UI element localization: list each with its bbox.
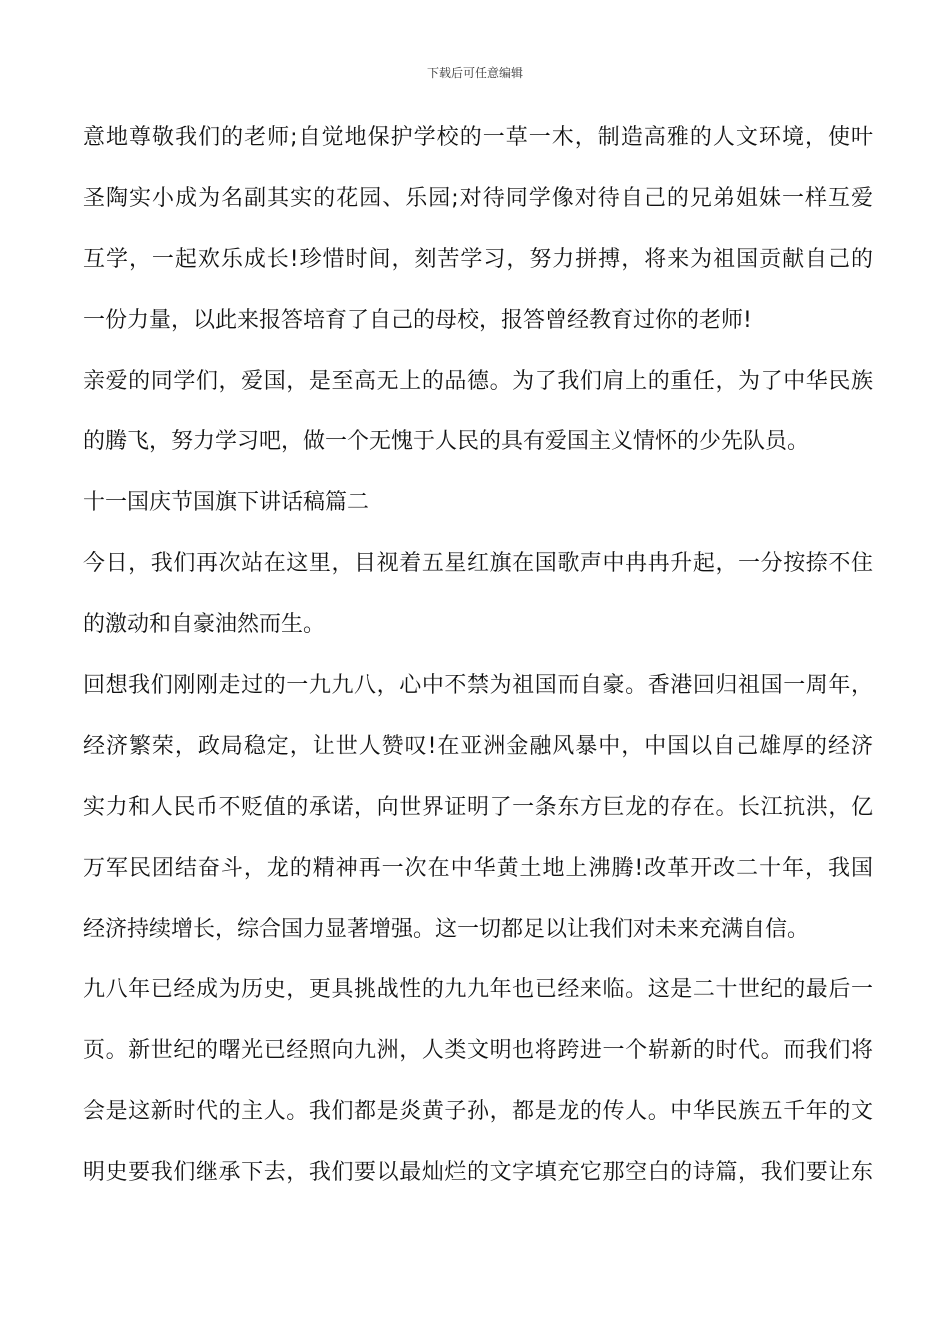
text-line: 一份力量，以此来报答培育了自己的母校，报答曾经教育过你的老师! (83, 307, 752, 333)
text-line: 的腾飞，努力学习吧，做一个无愧于人民的具有爱国主义情怀的少先队员。 (83, 429, 810, 455)
text-line: 亲爱的同学们，爱国，是至高无上的品德。为了我们肩上的重任，为了中华民族 (83, 368, 873, 394)
text-line: 的激动和自豪油然而生。 (83, 612, 326, 638)
text-line: 今日，我们再次站在这里，目视着五星红旗在国歌声中冉冉升起，一分按捺不住 (83, 551, 873, 577)
text-line: 九八年已经成为历史，更具挑战性的九九年也已经来临。这是二十世纪的最后一 (83, 977, 873, 1003)
text-line: 万军民团结奋斗，龙的精神再一次在中华黄土地上沸腾!改革开改二十年，我国 (83, 855, 873, 881)
text-line: 会是这新时代的主人。我们都是炎黄子孙，都是龙的传人。中华民族五千年的文 (83, 1099, 873, 1125)
text-line: 明史要我们继承下去，我们要以最灿烂的文字填充它那空白的诗篇，我们要让东 (83, 1160, 873, 1186)
page-header: 下载后可任意编辑 (426, 66, 523, 80)
text-line: 互学，一起欢乐成长!珍惜时间，刻苦学习，努力拼搏，将来为祖国贡献自己的 (83, 246, 873, 272)
text-line: 经济繁荣，政局稳定，让世人赞叹!在亚洲金融风暴中，中国以自己雄厚的经济 (83, 733, 873, 759)
section-heading: 十一国庆节国旗下讲话稿篇二 (83, 490, 370, 516)
text-line: 实力和人民币不贬值的承诺，向世界证明了一条东方巨龙的存在。长江抗洪，亿 (83, 794, 873, 820)
document-body (83, 118, 873, 1214)
text-line: 圣陶实小成为名副其实的花园、乐园;对待同学像对待自己的兄弟姐妹一样互爱 (83, 185, 873, 211)
text-line: 页。新世纪的曙光已经照向九洲，人类文明也将跨进一个崭新的时代。而我们将 (83, 1038, 873, 1064)
text-line: 回想我们刚刚走过的一九九八，心中不禁为祖国而自豪。香港回归祖国一周年， (83, 673, 873, 699)
text-line: 经济持续增长，综合国力显著增强。这一切都足以让我们对未来充满自信。 (83, 916, 810, 942)
text-line: 意地尊敬我们的老师;自觉地保护学校的一草一木，制造高雅的人文环境，使叶 (83, 125, 873, 150)
